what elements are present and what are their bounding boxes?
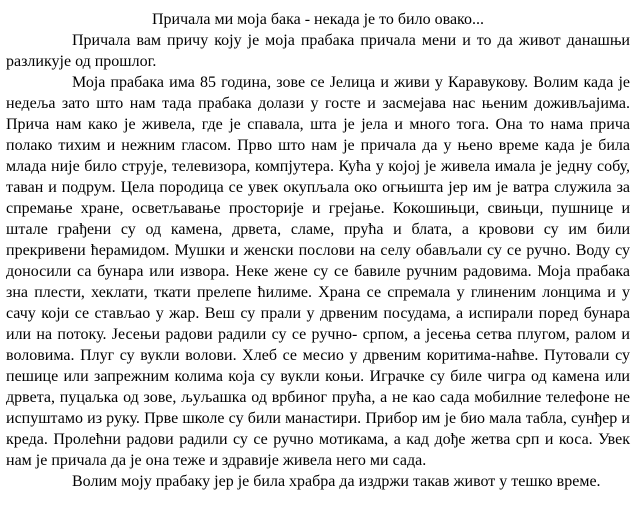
document-title: Причала ми моја бака - некада је то било овако... — [151, 11, 484, 28]
paragraph-main: Моја прабака има 85 година, зове се Јелица и живи у Каравукову. Волим када је недеља зато што нам тада прабака долази у госте и засмејава нас њеним доживљајима. Прича нам како је живела, где је спавала, шта је јела и много тога. Она то нама прича полако тихим и нежним гласом. Прво што нам је причала да у њено време када је била млада није било струје, телевизора, компјутера. Кућа у којој је живела имала је једну собу, таван и подрум. Цела породица се увек окупљала око огњишта јер им је ватра служила за спремање хране, осветљавање просторије и грејање. Кокошињци, свињци, пушнице и штале грађени су од камена, дрвета, сламе, прућа и блата, а кровови су им били прекривени ћерамидом. Мушки и женски послови на селу обављали су се ручно. Воду су доносили са бунара или извора. Неке жене су се бавиле ручним радовима. Моја прабака зна плести, хеклати, ткати прелепе ћилиме. Храна се спремала у глиненим лонцима и у сачу који се стављао у жар. Веш су прали у дрвеним посудама, а испирали поред бунара или на потоку. Јесењи радови радили су се ручно- српом, а јесења сетва плугом, ралом и воловима. Плуг су вукли волови. Хлеб се месио у дрвеним коритима-наћве. Путовали су пешице или запрежним колима која су вукли коњи. Играчке су биле чигра од камена или дрвета, пуцаљка од зове, љуљашка од врбиног прућа, а не као сада мобилние телефоне не испуштамо из руку. Прве школе су били манастири. Прибор им је био мала табла, сунђер и креда. Пролећни радови радили су се ручно мотикама, а кад дође жетва срп и коса. Увек нам је причала да је она теже и здравије живела него ми сада. — [6, 74, 630, 469]
paragraph-intro: Причала вам причу коју је моја прабака причала мени и то да живот данашњи разликује од прошлог. — [6, 32, 630, 70]
paragraph-conclusion: Волим моју прабаку јер је била храбра да издржи такав живот у тешко време. — [72, 473, 601, 490]
